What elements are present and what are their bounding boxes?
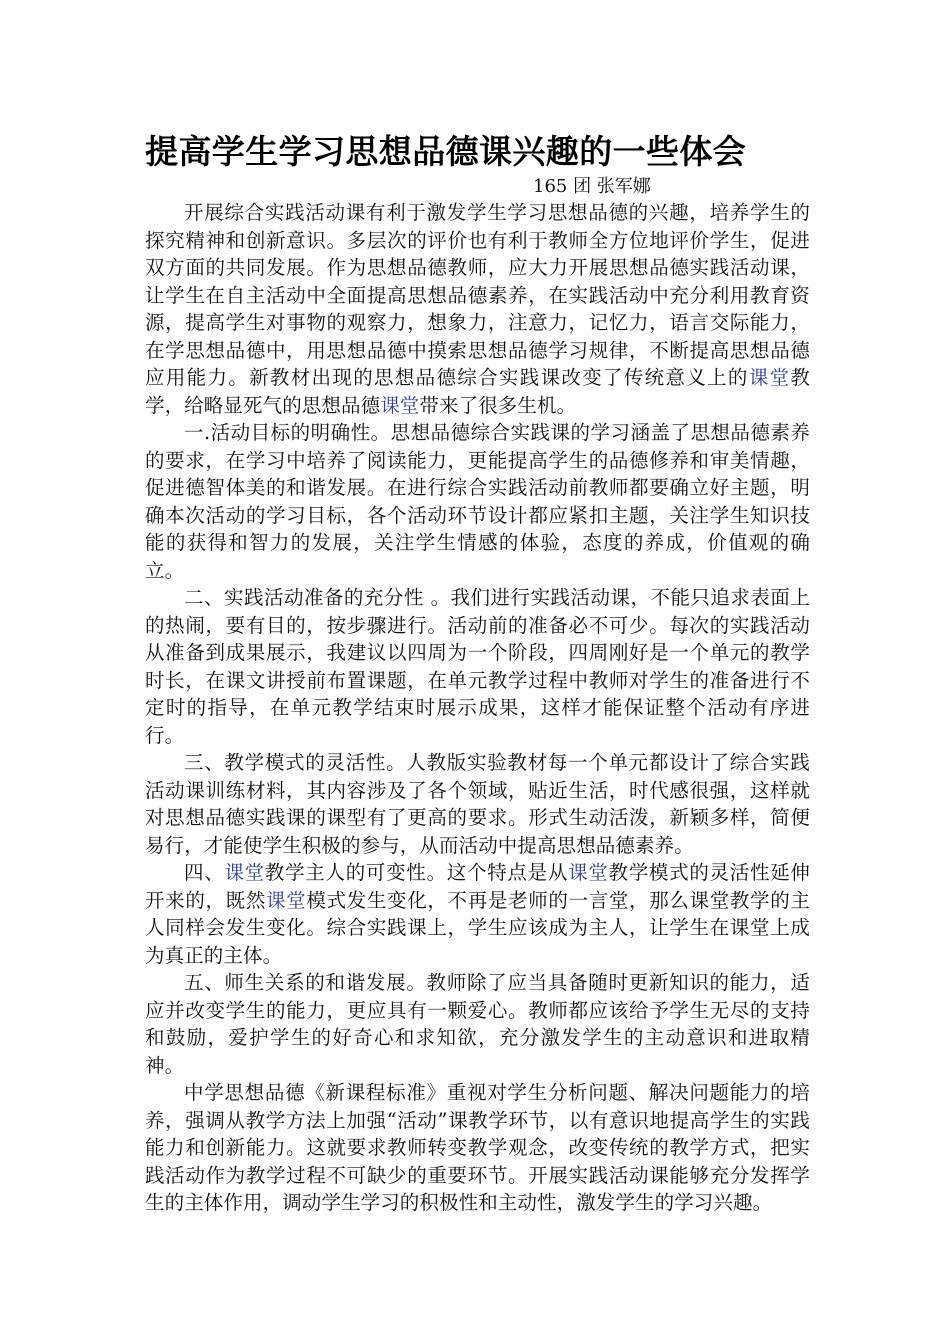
paragraph-text: 模式发生变化，不再是老师的一言堂，那么课堂教学的主人同样会发生变化。综合实践课上，学生应该成为主人，让学生在课堂上成为真正的主体。 [145, 888, 810, 967]
keyword-link-ketang[interactable]: 课堂 [748, 366, 791, 389]
paragraph [145, 969, 810, 1079]
paragraph [145, 199, 810, 419]
paragraph-text: 中学思想品德《新课程标准》重视对学生分析问题、解决问题能力的培养，强调从教学方法上加强“活动”课教学环节，以有意识地提高学生的实践能力和创新能力。这就要求教师转变教学观念，改变传统的教学方式，把实践活动作为教学过程不可缺少的重要环节。开展实践活动课能够充分发挥学生的主体作用，调动学生学习的积极性和主动性，激发学生的学习兴趣。 [145, 1081, 810, 1214]
paragraph-text: 带来了很多生机。 [419, 393, 577, 417]
document-page [145, 0, 810, 1344]
keyword-link-ketang[interactable]: 课堂 [568, 861, 609, 884]
paragraph [145, 1079, 810, 1217]
keyword-link-ketang[interactable]: 课堂 [224, 861, 265, 884]
paragraph-text: 教学模式的灵活性延伸开来的，既然 [145, 861, 811, 912]
document-body [145, 199, 810, 1217]
paragraph-text: 三、教学模式的灵活性。人教版实验教材每一个单元都设计了综合实践活动课训练材料，其内容涉及了各个领域，贴近生活，时代感很强，这样就对思想品德实践课的课型有了更高的要求。形式生动活泼，新颖多样，简便易行，才能使学生积极的参与，从而活动中提高思想品德素养。 [145, 751, 810, 857]
document-title: 提高学生学习思想品德课兴趣的一些体会 [145, 132, 747, 171]
paragraph-text: 四、 [184, 861, 225, 884]
paragraph-text: 一.活动目标的明确性。思想品德综合实践课的学习涵盖了思想品德素养的要求，在学习中培养了阅读能力，更能提高学生的品德修养和审美情趣，促进德智体美的和谐发展。在进行综合实践活动前教师都要确立好主题，明确本次活动的学习目标，各个活动环节设计都应紧扣主题，关注学生知识技能的获得和智力的发展，关注学生情感的体验，态度的养成，价值观的确立。 [145, 421, 810, 582]
paragraph [145, 749, 810, 859]
keyword-link-ketang[interactable]: 课堂 [380, 393, 420, 417]
paragraph-text: 开展综合实践活动课有利于激发学生学习思想品德的兴趣，培养学生的探究精神和创新意识。多层次的评价也有利于教师全方位地评价学生，促进双方面的共同发展。作为思想品德教师，应大力开展思想品德实践活动课，让学生在自主活动中全面提高思想品德素养，在实践活动中充分利用教育资源，提高学生对事物的观察力，想象力，注意力，记忆力，语言交际能力，在学思想品德中，用思想品德中摸索思想品德学习规律，不断提高思想品德应用能力。新教材出现的思想品德综合实践课改变了传统意义上的 [145, 201, 810, 389]
keyword-link-ketang[interactable]: 课堂 [266, 888, 307, 912]
paragraph [145, 584, 810, 749]
author-line: 165 团 张军娜 [533, 176, 651, 197]
paragraph [145, 419, 810, 584]
paragraph-text: 五、师生关系的和谐发展。教师除了应当具备随时更新知识的能力，适应并改变学生的能力，更应具有一颗爱心。教师都应该给予学生无尽的支持和鼓励，爱护学生的好奇心和求知欲，充分激发学生的主动意识和进取精神。 [145, 971, 810, 1077]
paragraph-text: 教学，给略显死气的思想品德 [145, 366, 810, 417]
paragraph-text: 教学主人的可变性。这个特点是从 [264, 861, 569, 884]
paragraph [145, 859, 810, 969]
paragraph-text: 二、实践活动准备的充分性 。我们进行实践活动课，不能只追求表面上的热闹，要有目的，按步骤进行。活动前的准备必不可少。每次的实践活动从准备到成果展示，我建议以四周为一个阶段，四周刚好是一个单元的教学时长，在课文讲授前布置课题，在单元教学过程中教师对学生的准备进行不定时的指导，在单元教学结束时展示成果，这样才能保证整个活动有序进行。 [145, 586, 810, 747]
